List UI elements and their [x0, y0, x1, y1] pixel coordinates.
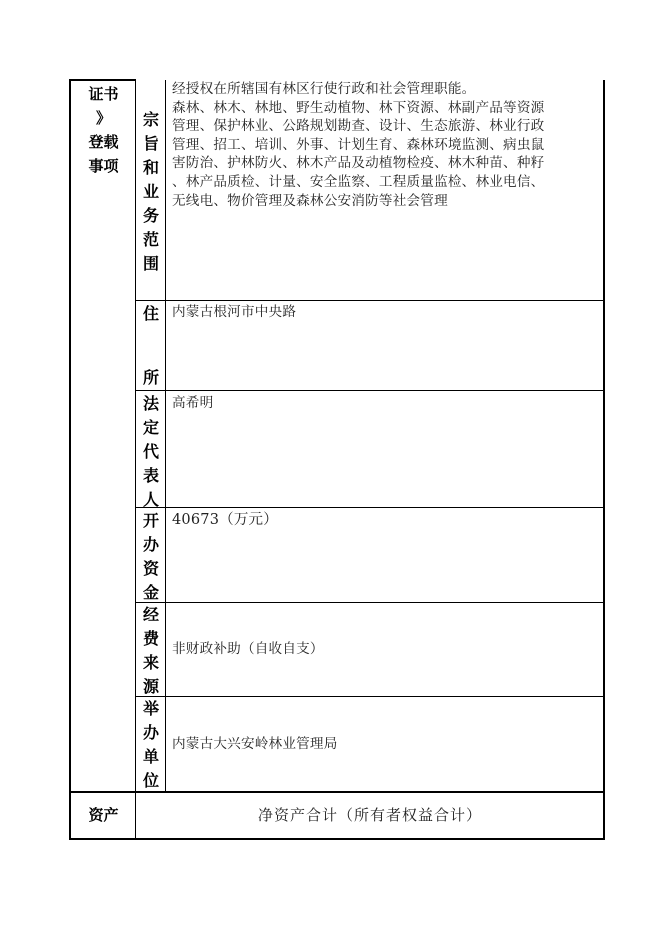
assets-label: 资产: [88, 806, 119, 824]
label-char: 源: [142, 677, 159, 696]
row-divider: [135, 696, 604, 697]
field-value-legal-representative: [172, 394, 600, 413]
field-label-scope: [136, 108, 166, 276]
section-label-certificate-items: [72, 82, 135, 178]
label-char: 举: [142, 699, 159, 718]
scope-line: 害防治、护林防火、林木产品及动植物检疫、林木种苗、种籽: [172, 155, 545, 172]
table-border-right: [603, 80, 605, 840]
start-up-funds-value: 40673（万元）: [172, 512, 278, 528]
label-char: 开: [142, 511, 159, 530]
label-char: 费: [142, 629, 159, 648]
address-value: 内蒙古根河市中央路: [172, 304, 297, 320]
scope-line: 经授权在所辖国有林区行使行政和社会管理职能。: [172, 81, 476, 97]
field-value-scope: [172, 80, 600, 210]
field-label-funding-source: [136, 603, 166, 699]
scope-line: 无线电、物价管理及森林公安消防等社会管理: [172, 192, 448, 209]
row-divider: [135, 602, 604, 603]
label-char: 业: [142, 182, 159, 201]
label-char: 资: [142, 559, 159, 578]
label-char: 金: [142, 583, 159, 602]
label-char: 位: [142, 771, 159, 790]
field-label-address: [136, 302, 166, 326]
field-label-legal-representative: [136, 392, 166, 512]
scope-line: 森林、林木、林地、野生动植物、林下资源、林副产品等资源: [172, 99, 545, 116]
scope-line: 管理、招工、培训、外事、计划生育、森林环境监测、病虫鼠: [172, 136, 545, 153]
label-char: 宗: [142, 110, 159, 129]
label-char: 定: [142, 418, 159, 437]
label-char: 单: [142, 747, 159, 766]
label-char: 经: [142, 605, 159, 624]
label-char: 办: [142, 535, 159, 554]
field-value-sponsor: [172, 735, 600, 754]
label-char: 办: [142, 723, 159, 742]
label-char: 表: [142, 466, 159, 485]
label-char: 住: [142, 304, 159, 323]
field-label-start-up-funds: [136, 509, 166, 605]
row-divider: [135, 507, 604, 508]
label-char: 法: [142, 394, 159, 413]
sponsor-value: 内蒙古大兴安岭林业管理局: [172, 736, 338, 752]
label-char: 来: [142, 653, 159, 672]
table-border-left: [69, 79, 71, 840]
scope-line: 、林产品质检、计量、安全监察、工程质量监检、林业电信、: [172, 173, 545, 190]
table-border-bottom: [69, 838, 605, 840]
table-border-top-col1: [69, 79, 136, 81]
field-value-start-up-funds: [172, 510, 600, 530]
assets-net-total-header: 净资产合计（所有者权益合计）: [257, 806, 482, 824]
scope-line: 管理、保护林业、公路规划勘查、设计、生态旅游、林业行政: [172, 118, 545, 135]
field-value-funding-source: [172, 640, 600, 659]
funding-source-value: 非财政补助（自收自支）: [172, 641, 324, 657]
label-char: 人: [142, 490, 159, 509]
label-char: 旨: [142, 134, 159, 153]
label-char: 范: [142, 230, 159, 249]
legal-representative-value: 高希明: [172, 395, 214, 411]
label-char: 围: [142, 254, 159, 273]
field-label-sponsor: [136, 697, 166, 793]
field-label-address-end: [136, 366, 166, 390]
row-divider: [135, 390, 604, 391]
section-label-line: 登载: [88, 133, 119, 151]
row-divider: [135, 300, 604, 301]
section-label-line: 》: [95, 109, 111, 127]
label-char: 代: [142, 442, 159, 461]
label-char: 和: [142, 158, 159, 177]
label-char: 务: [142, 206, 159, 225]
section-label-line: 事项: [88, 157, 119, 175]
field-value-address: [172, 303, 600, 322]
section-label-line: 证书: [88, 85, 119, 103]
label-char: 所: [142, 368, 159, 387]
